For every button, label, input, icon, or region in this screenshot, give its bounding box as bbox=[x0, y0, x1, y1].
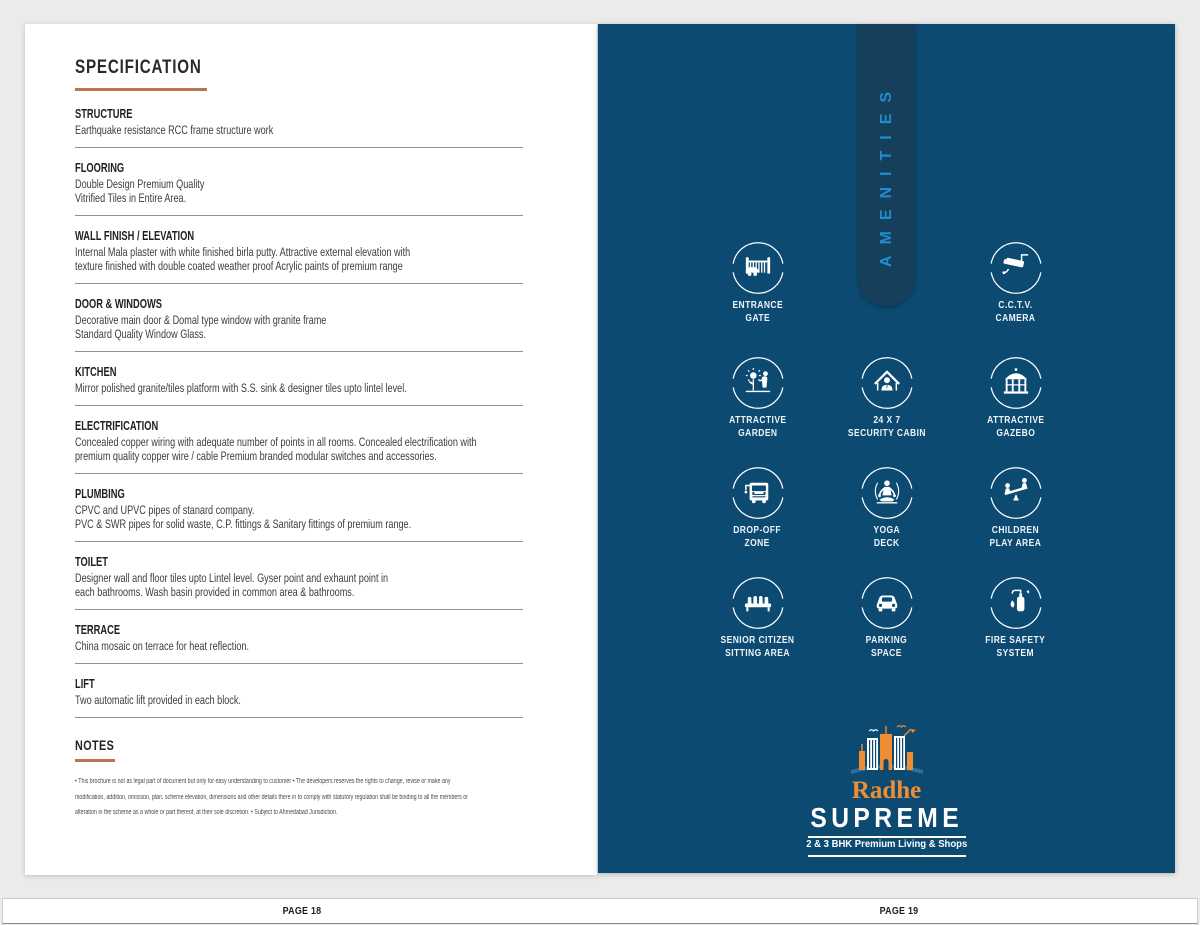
section-text: CPVC and UPVC pipes of stanard company. bbox=[75, 503, 255, 517]
amenity-label: SECURITY CABIN bbox=[847, 427, 926, 439]
drop-off-zone-icon bbox=[730, 465, 786, 521]
section-lift bbox=[75, 677, 523, 718]
title-underline bbox=[75, 88, 207, 91]
notes-text: • This brochure is not as legal part of document but only for easy understanding to customer • The developers reserves the rights to change, revise or make any bbox=[75, 778, 451, 785]
section-heading: TERRACE bbox=[75, 623, 121, 637]
specification-sections bbox=[75, 107, 523, 718]
footer-strip bbox=[2, 898, 1198, 924]
specification-page bbox=[25, 24, 597, 875]
section-heading: FLOORING bbox=[75, 161, 125, 175]
amenity-label: ENTRANCE bbox=[732, 300, 783, 311]
amenity-parking-space bbox=[822, 575, 951, 685]
section-text: Internal Mala plaster with white finished birla putty. Attractive external elevation with bbox=[75, 245, 411, 259]
attractive-gazebo-icon bbox=[988, 355, 1044, 411]
section-text: China mosaic on terrace for heat reflection. bbox=[75, 639, 249, 653]
amenity-label: GAZEBO bbox=[996, 427, 1035, 439]
amenity-children-play-area bbox=[951, 465, 1080, 575]
entrance-gate-icon bbox=[730, 240, 786, 296]
section-plumbing bbox=[75, 487, 523, 542]
page-number-right: PAGE 19 bbox=[879, 905, 918, 917]
section-text: premium quality copper wire / cable Premium branded modular switches and accessories. bbox=[75, 449, 437, 463]
section-text: Double Design Premium Quality bbox=[75, 177, 205, 191]
section-text: each bathrooms. Wash basin provided in common area & bathrooms. bbox=[75, 585, 355, 599]
section-text: Designer wall and floor tiles upto Lintel level. Gyser point and exhaunt point in bbox=[75, 571, 389, 585]
amenity-label: CAMERA bbox=[995, 312, 1036, 324]
amenity-label: GARDEN bbox=[737, 427, 778, 439]
section-text: Standard Quality Window Glass. bbox=[75, 327, 206, 341]
amenity-drop-off-zone bbox=[693, 465, 822, 575]
children-play-area-icon bbox=[988, 465, 1044, 521]
section-door-windows bbox=[75, 297, 523, 352]
amenity-label: SPACE bbox=[871, 647, 902, 659]
section-flooring bbox=[75, 161, 523, 216]
amenity-yoga-deck bbox=[822, 465, 951, 575]
logo-divider-bottom bbox=[808, 855, 966, 857]
section-heading: TOILET bbox=[75, 555, 108, 569]
section-text: Concealed copper wiring with adequate number of points in all rooms. Concealed electrification with bbox=[75, 435, 477, 449]
section-heading: KITCHEN bbox=[75, 365, 117, 379]
section-text: Earthquake resistance RCC frame structure work bbox=[75, 123, 274, 137]
section-heading: ELECTRIFICATION bbox=[75, 419, 159, 433]
fire-safety-icon bbox=[988, 575, 1044, 631]
amenity-fire-safety-system bbox=[951, 575, 1080, 685]
parking-space-icon bbox=[859, 575, 915, 631]
amenity-senior-citizen-sitting-area bbox=[693, 575, 822, 685]
amenities-page bbox=[598, 24, 1175, 873]
amenity-label: PARKING bbox=[865, 635, 908, 646]
logo-brand-text: Radhe bbox=[851, 777, 922, 804]
section-text: Vitrified Tiles in Entire Area. bbox=[75, 191, 187, 205]
amenity-security-cabin bbox=[822, 355, 951, 465]
yoga-deck-icon bbox=[859, 465, 915, 521]
section-text: PVC & SWR pipes for solid waste, C.P. fittings & Sanitary fittings of premium range. bbox=[75, 517, 412, 531]
amenity-label: SITTING AREA bbox=[725, 647, 790, 659]
amenity-label: SYSTEM bbox=[996, 647, 1035, 659]
section-text: texture finished with double coated weather proof Acrylic paints of premium range bbox=[75, 259, 403, 273]
logo-name-text: SUPREME bbox=[810, 802, 963, 833]
amenity-label: GATE bbox=[745, 312, 770, 324]
amenity-label: DECK bbox=[873, 537, 900, 549]
amenity-label: C.C.T.V. bbox=[998, 300, 1033, 311]
amenity-label: YOGA bbox=[873, 525, 900, 536]
section-structure bbox=[75, 107, 523, 148]
amenity-attractive-garden bbox=[693, 355, 822, 465]
amenity-label: ATTRACTIVE bbox=[986, 415, 1045, 426]
section-wall-finish bbox=[75, 229, 523, 284]
section-terrace bbox=[75, 623, 523, 664]
amenity-label: SENIOR CITIZEN bbox=[720, 635, 795, 646]
attractive-garden-icon bbox=[730, 355, 786, 411]
amenity-label: ZONE bbox=[744, 537, 771, 549]
notes-block bbox=[75, 738, 525, 821]
section-electrification bbox=[75, 419, 523, 474]
notes-heading: NOTES bbox=[75, 738, 115, 753]
notes-underline bbox=[75, 759, 115, 762]
security-cabin-icon bbox=[859, 355, 915, 411]
grid-spacer bbox=[822, 240, 951, 355]
section-toilet bbox=[75, 555, 523, 610]
page-title: SPECIFICATION bbox=[75, 57, 202, 78]
section-heading: STRUCTURE bbox=[75, 107, 133, 121]
senior-citizen-icon bbox=[730, 575, 786, 631]
section-heading: LIFT bbox=[75, 677, 95, 691]
amenities-grid bbox=[693, 240, 1080, 685]
section-heading: PLUMBING bbox=[75, 487, 125, 501]
amenity-entrance-gate bbox=[693, 240, 822, 355]
section-heading: WALL FINISH / ELEVATION bbox=[75, 229, 195, 243]
section-text: Two automatic lift provided in each block. bbox=[75, 693, 241, 707]
amenity-label: 24 X 7 bbox=[872, 415, 901, 426]
amenity-label: CHILDREN bbox=[991, 525, 1040, 536]
logo-buildings-icon bbox=[847, 724, 927, 781]
amenity-label: FIRE SAFETY bbox=[985, 635, 1046, 646]
section-text: Decorative main door & Domal type window with granite frame bbox=[75, 313, 327, 327]
notes-text: modification, addition, omission, plan, scheme elevation, dimensions and other details there in to comply with statutory regulation shall be binding to all the members or bbox=[75, 793, 469, 801]
section-kitchen bbox=[75, 365, 523, 406]
logo-tagline-text: 2 & 3 BHK Premium Living & Shops bbox=[805, 839, 967, 850]
radhe-supreme-logo bbox=[598, 724, 1175, 857]
amenity-attractive-gazebo bbox=[951, 355, 1080, 465]
amenity-label: ATTRACTIVE bbox=[728, 415, 787, 426]
amenities-ribbon-title: AMENITIES bbox=[877, 80, 895, 268]
amenity-cctv-camera bbox=[951, 240, 1080, 355]
section-text: Mirror polished granite/tiles platform with S.S. sink & designer tiles upto lintel level. bbox=[75, 381, 407, 395]
amenity-label: PLAY AREA bbox=[989, 537, 1042, 549]
cctv-camera-icon bbox=[988, 240, 1044, 296]
page-number-left: PAGE 18 bbox=[282, 905, 321, 917]
notes-text: alteration in the scheme as a whole or part thereof, at their sole discretion. • Subject to Ahmedabad Jurisdiction. bbox=[75, 809, 338, 816]
section-heading: DOOR & WINDOWS bbox=[75, 297, 162, 311]
amenity-label: DROP-OFF bbox=[733, 525, 782, 536]
